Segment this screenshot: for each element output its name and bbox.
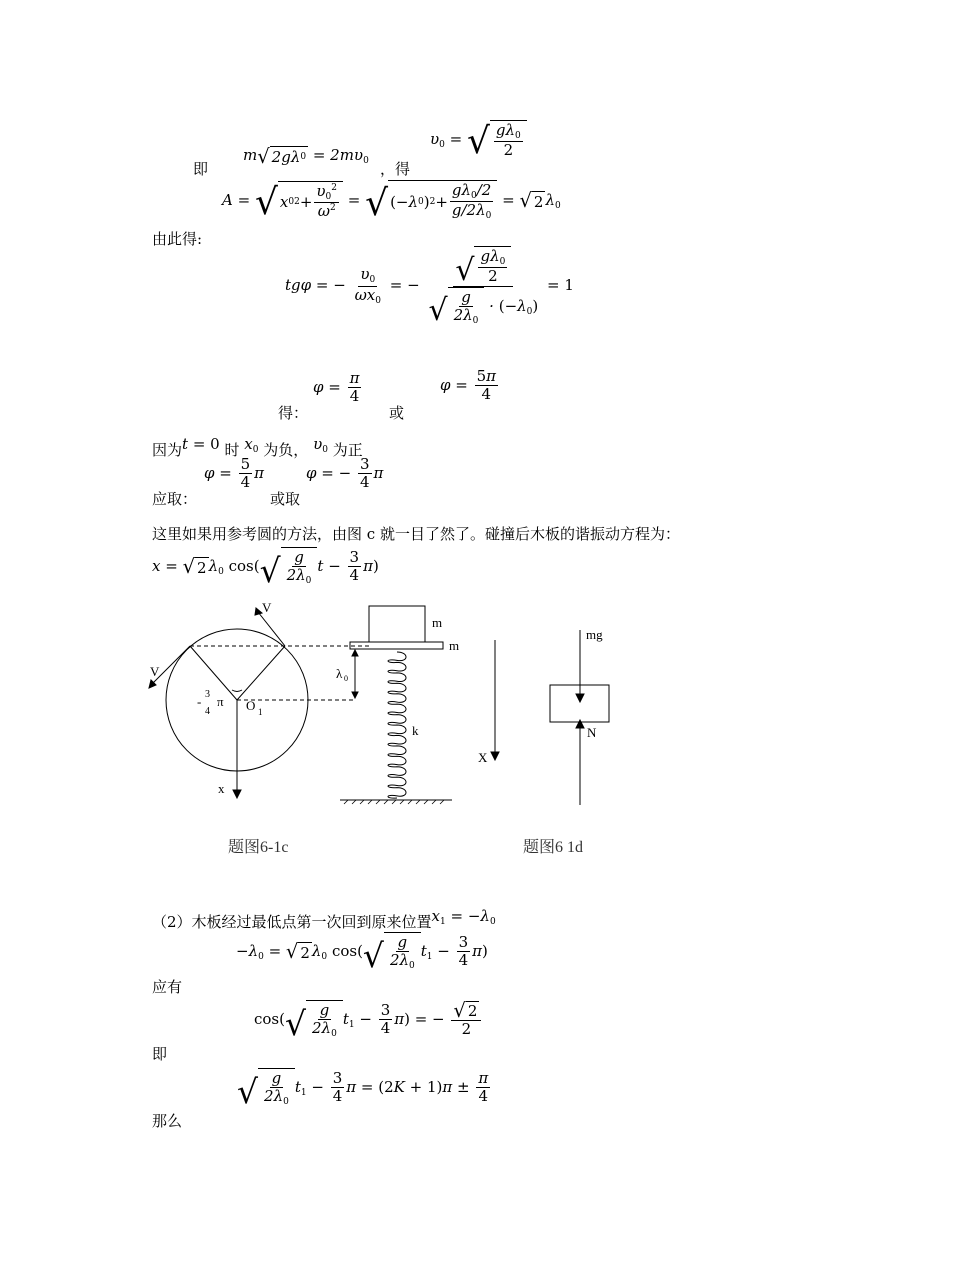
label-angle-pi: π (217, 694, 224, 709)
label-x-circle: x (218, 781, 225, 796)
label-k: k (412, 723, 419, 738)
label-yingyou: 应有 (152, 978, 183, 996)
label-huoqu: 或取 (270, 490, 301, 508)
caption-fig-d: 题图6 1d (523, 839, 584, 856)
because-line: 因为t = 0 时 $x_0$ 为负， $\upsilon_0$ 为正 (152, 435, 363, 459)
radius-left (190, 646, 237, 700)
ground-hatch (344, 800, 444, 804)
spring (388, 652, 406, 798)
momentum-equation: m √ 2gλ 0 = $2m\upsilon_0$ (243, 144, 369, 168)
paragraph-reference-circle: 这里如果用参考圆的方法，由图 c 就一目了然了。碰撞后木板的谐振动方程为： (152, 525, 680, 543)
amplitude-equation: A = √ x 0 2 + $\frac{\upsilon_0^2}{\omega^2}$ = √ ( −λ 0 ) 2 + $\frac{g\lambda_0/2}{g/2\lambda_0}$ = √ 2 $\lambda_0$ (222, 181, 561, 224)
label-lambda: λ (336, 666, 343, 681)
label-lambda-sub: 0 (344, 674, 348, 683)
motion-equation: x = √ 2 $\lambda_0$ cos( √ $\frac{g}{2\lambda_0}$ t − $\frac{3}{4}$ π) (152, 548, 379, 590)
label-name: 那么 (152, 1112, 183, 1130)
tan-phi-equation: tgφ = − $\frac{\upsilon_0}{\omega x_0}$ = − √ $\frac{g\lambda_0}{2}$ √ $\frac{g}{2\lambda_0}$ · $(-\lambda_0)$ = 1 (285, 247, 574, 329)
phi-choice-2: φ = − $\frac{3}{4}$ π (306, 455, 384, 492)
label-v-top: V (262, 600, 272, 615)
block-m (369, 606, 425, 642)
part2-equation-1: $-\lambda_0$ = √ 2 $\lambda_0$ cos( √ $\frac{g}{2\lambda_0}$ $t_1$ − $\frac{3}{4}$ π) (236, 933, 488, 975)
label-m-plate: m (449, 638, 460, 653)
part2-equation-3: √ $\frac{g}{2\lambda_0}$ $t_1$ − $\frac{3}{4}$ π = (2K + 1)π ± $\frac{\pi}{4}$ (237, 1069, 489, 1111)
label-o1-sub: 1 (258, 707, 263, 717)
label-m-block: m (432, 615, 443, 630)
part2-line: （2）木板经过最低点第一次回到原来位置$x_1 = -\lambda_0$ (152, 907, 496, 931)
label-ji-2: 即 (152, 1045, 168, 1063)
label-x-axis: X (478, 750, 488, 765)
phi-choice-1: φ = $\frac{5}{4}$ π (204, 455, 265, 492)
label-n: N (587, 725, 597, 740)
phi-5pi-over-4: φ = $\frac{5\pi}{4}$ (440, 367, 497, 404)
label-huo: 或 (389, 404, 405, 422)
phi-pi-over-4: φ = $\frac{\pi}{4}$ (313, 369, 360, 406)
label-de-2: 得： (278, 404, 309, 422)
radius-right (237, 646, 285, 700)
velocity-top-arrow (258, 612, 285, 646)
label-angle-4: 4 (205, 706, 210, 717)
v0-equation: $\upsilon_0$ = √ $\frac{g\lambda_0}{2}$ (430, 120, 527, 160)
label-de-1: ，得 (380, 160, 411, 178)
label-v-left: V (150, 664, 160, 679)
plate (350, 642, 443, 649)
label-youcide: 由此得: (152, 230, 203, 248)
label-angle-3: 3 (205, 689, 210, 700)
label-angle-neg: - (197, 694, 202, 709)
spring-coil (388, 652, 406, 798)
part2-equation-2: cos( √ $\frac{g}{2\lambda_0}$ $t_1$ − $\frac{3}{4}$ π) = − √ 2 2 (254, 1000, 483, 1040)
label-ji-1: 即 (193, 160, 209, 178)
label-yingqu: 应取： (152, 490, 198, 508)
label-o1: O (246, 698, 256, 713)
caption-fig-c: 题图6-1c (228, 839, 289, 856)
label-mg: mg (586, 627, 603, 642)
